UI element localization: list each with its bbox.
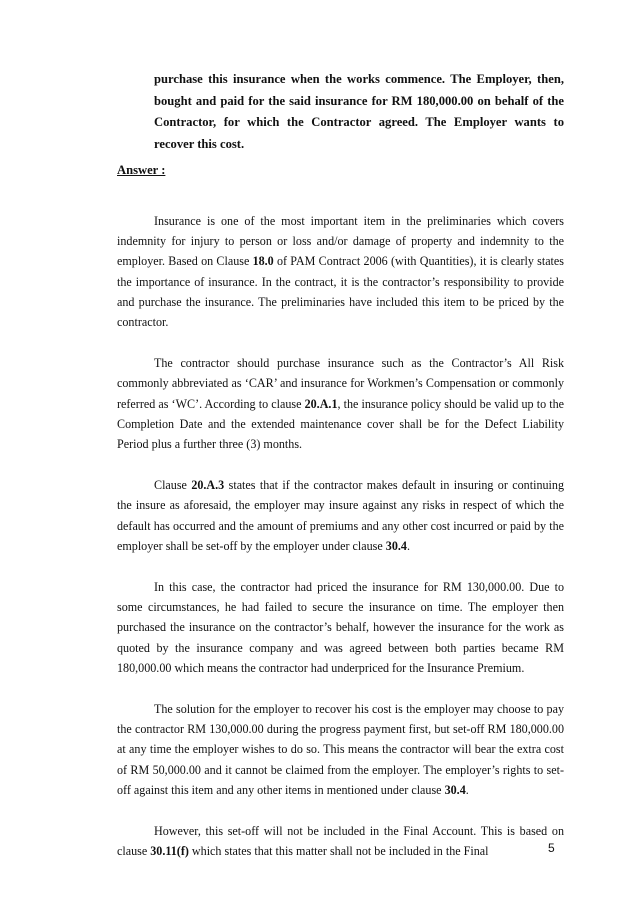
paragraph-text: However, this set-off will not be included in the Final Account. This is based on clause	[117, 824, 564, 859]
clause-reference: 30.4	[385, 538, 407, 553]
paragraph-text: Insurance is one of the most important item in the preliminaries which covers indemnity for injury to person or loss and/or damage of property and indemnity to the employer. Based on Clause	[117, 214, 564, 269]
paragraph-text: In this case, the contractor had priced the insurance for RM 130,000.00. Due to some circumstances, he had failed to secure the insurance on time. The employer then purchased the insurance on the contractor’s behalf, however the insurance for the work as quoted by the insurance company and was agreed between both parties became RM 180,000.00 which means the contractor had underpriced for the Insurance Premium.	[117, 580, 564, 675]
paragraph-text: states that if the contractor makes default in insuring or continuing the insure as aforesaid, the employer may insure against any risks in respect of which the default has occurred and the amount of premiums and any other cost incurred or paid by the employer shall be set-off by the employer under clause	[117, 478, 564, 553]
paragraph-text: , the insurance policy should be valid up to the Completion Date and the extended maintenance cover shall be for the Defect Liability Period plus a further three (3) months.	[117, 396, 564, 452]
paragraph-text: of PAM Contract 2006 (with Quantities), it is clearly states the importance of insurance. In the contract, it is the contractor’s responsibility to provide and purchase the insurance. The preliminaries have included this item to be priced by the contractor.	[117, 254, 564, 330]
answer-paragraph	[117, 699, 564, 800]
clause-reference: 18.0	[252, 254, 274, 269]
paragraph-text: The contractor should purchase insurance such as the Contractor’s All Risk commonly abbreviated as ‘CAR’ and insurance for Workmen’s Compensation or commonly referred as ‘WC’. According to clause	[117, 356, 564, 411]
answer-paragraph	[117, 821, 564, 861]
clause-reference: 20.A.1	[304, 396, 338, 411]
paragraph-text: The solution for the employer to recover his cost is the employer may choose to pay the contractor RM 130,000.00 during the progress payment first, but set-off RM 180,000.00 at any time the employer wishes to do so. This means the contractor will bear the extra cost of RM 50,000.00 and it cannot be claimed from the employer. The employer’s rights to set-off against this item and any other items in mentioned under clause	[117, 702, 564, 797]
paragraph-text: .	[465, 782, 469, 797]
answer-paragraph	[117, 211, 564, 332]
question-continuation: purchase this insurance when the works commence. The Employer, then, bought and paid for the said insurance for RM 180,000.00 on behalf of the Contractor, for which the Contractor agreed. The Employer wants to recover this cost.	[154, 72, 564, 151]
answer-paragraph	[117, 353, 564, 454]
paragraph-text: which states that this matter shall not be included in the Final	[188, 844, 489, 859]
answer-paragraph	[117, 475, 564, 556]
clause-reference: 30.4	[444, 782, 466, 797]
answer-body	[117, 211, 564, 861]
paragraph-text: .	[406, 538, 410, 553]
page-number: 5	[548, 841, 555, 855]
paragraph-text: Clause	[154, 478, 192, 493]
answer-heading: Answer :	[117, 163, 166, 177]
answer-paragraph	[117, 577, 564, 678]
clause-reference: 20.A.3	[191, 478, 225, 493]
clause-reference: 30.11(f)	[150, 844, 189, 859]
